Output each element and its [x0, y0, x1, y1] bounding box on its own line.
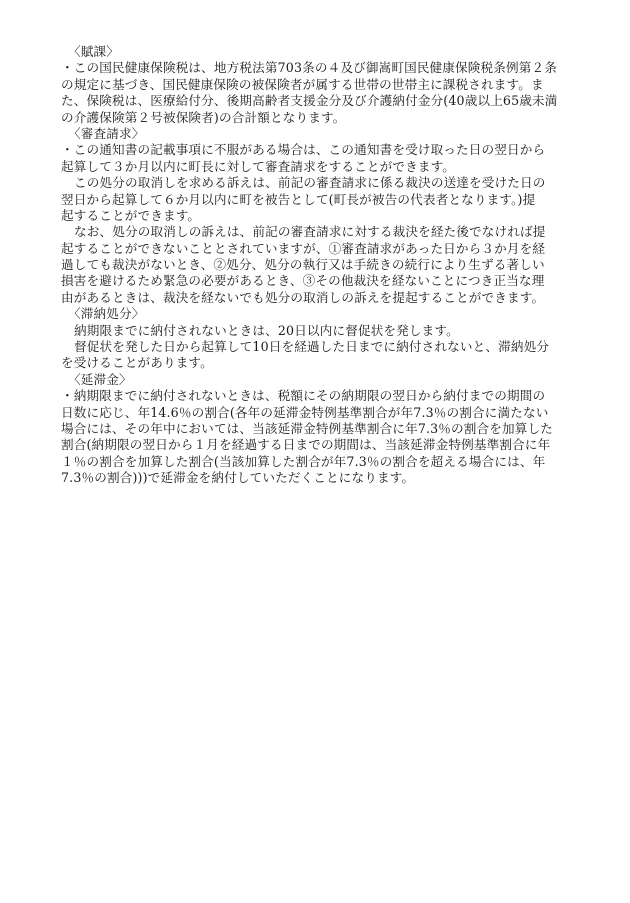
paragraph-line: 損害を避けるため緊急の必要があるとき、③その他裁決を経ないことにつき正当な理	[61, 273, 545, 289]
paragraph-line: ・この通知書の記載事項に不服がある場合は、この通知書を受け取った日の翌日から	[61, 142, 546, 158]
paragraph-line: 督促状を発した日から起算して10日を経過した日までに納付されないと、滞納処分	[74, 339, 550, 355]
paragraph-line: 過しても裁決がないとき、②処分、処分の執行又は手続きの続行により生ずる著しい	[61, 257, 545, 273]
paragraph-line: 7.3％の割合)))で延滞金を納付していただくことになります。	[61, 470, 415, 486]
section-heading: 〈滞納処分〉	[68, 306, 145, 322]
paragraph-line: 割合(納期限の翌日から１月を経過する日までの期間は、当該延滞金特例基準割合に年	[61, 437, 551, 453]
paragraph-line: 場合には、その年中においては、当該延滞金特例基準割合に年7.3％の割合を加算した	[61, 420, 553, 436]
paragraph-line: 起することができないこととされていますが、①審査請求があった日から３か月を経	[61, 240, 546, 256]
paragraph-line: ・納期限までに納付されないときは、税額にその納期限の翌日から納付までの期間の	[61, 388, 546, 404]
paragraph-line: の規定に基づき、国民健康保険の被保険者が属する世帯の世帯主に課税されます。ま	[61, 76, 544, 92]
paragraph-line: ・この国民健康保険税は、地方税法第703条の４及び御嵩町国民健康保険税条例第２条	[61, 60, 558, 76]
paragraph-line: 起することができます。	[61, 207, 201, 223]
paragraph-line: の介護保険第２号被保険者)の合計額となります。	[61, 109, 346, 125]
section-delinquency-disposition	[61, 306, 573, 372]
section-review-request	[61, 126, 573, 306]
paragraph-line: １％の割合を加算した割合(当該加算した割合が年7.3％の割合を超える場合には、年	[61, 453, 546, 469]
paragraph-line: 納期限までに納付されないときは、20日以内に督促状を発します。	[74, 322, 459, 338]
paragraph-line: この処分の取消しを求める訴えは、前記の審査請求に係る裁決の送達を受けた日の	[74, 175, 546, 191]
paragraph-line: 翌日から起算して６か月以内に町を被告として(町長が被告の代表者となります。)提	[61, 191, 536, 207]
paragraph-line: を受けることがあります。	[61, 355, 213, 371]
paragraph-line: なお、処分の取消しの訴えは、前記の審査請求に対する裁決を経た後でなければ提	[74, 224, 546, 240]
paragraph-line: た、保険税は、医療給付分、後期高齢者支援金分及び介護納付金分(40歳以上65歳未満	[61, 93, 558, 109]
paragraph-line: 起算して３か月以内に町長に対して審査請求をすることができます。	[61, 158, 456, 174]
notice-document	[61, 44, 573, 487]
section-heading: 〈延滞金〉	[68, 371, 132, 387]
paragraph-line: 日数に応じ、年14.6％の割合(各年の延滞金特例基準割合が年7.3％の割合に満たない	[61, 404, 549, 420]
paragraph-line: 由があるときは、裁決を経ないでも処分の取消しの訴えを提起することができます。	[61, 289, 545, 305]
section-late-fee	[61, 372, 573, 487]
section-heading: 〈賦課〉	[68, 44, 119, 59]
section-heading: 〈審査請求〉	[68, 125, 145, 141]
section-assessment	[61, 44, 573, 126]
